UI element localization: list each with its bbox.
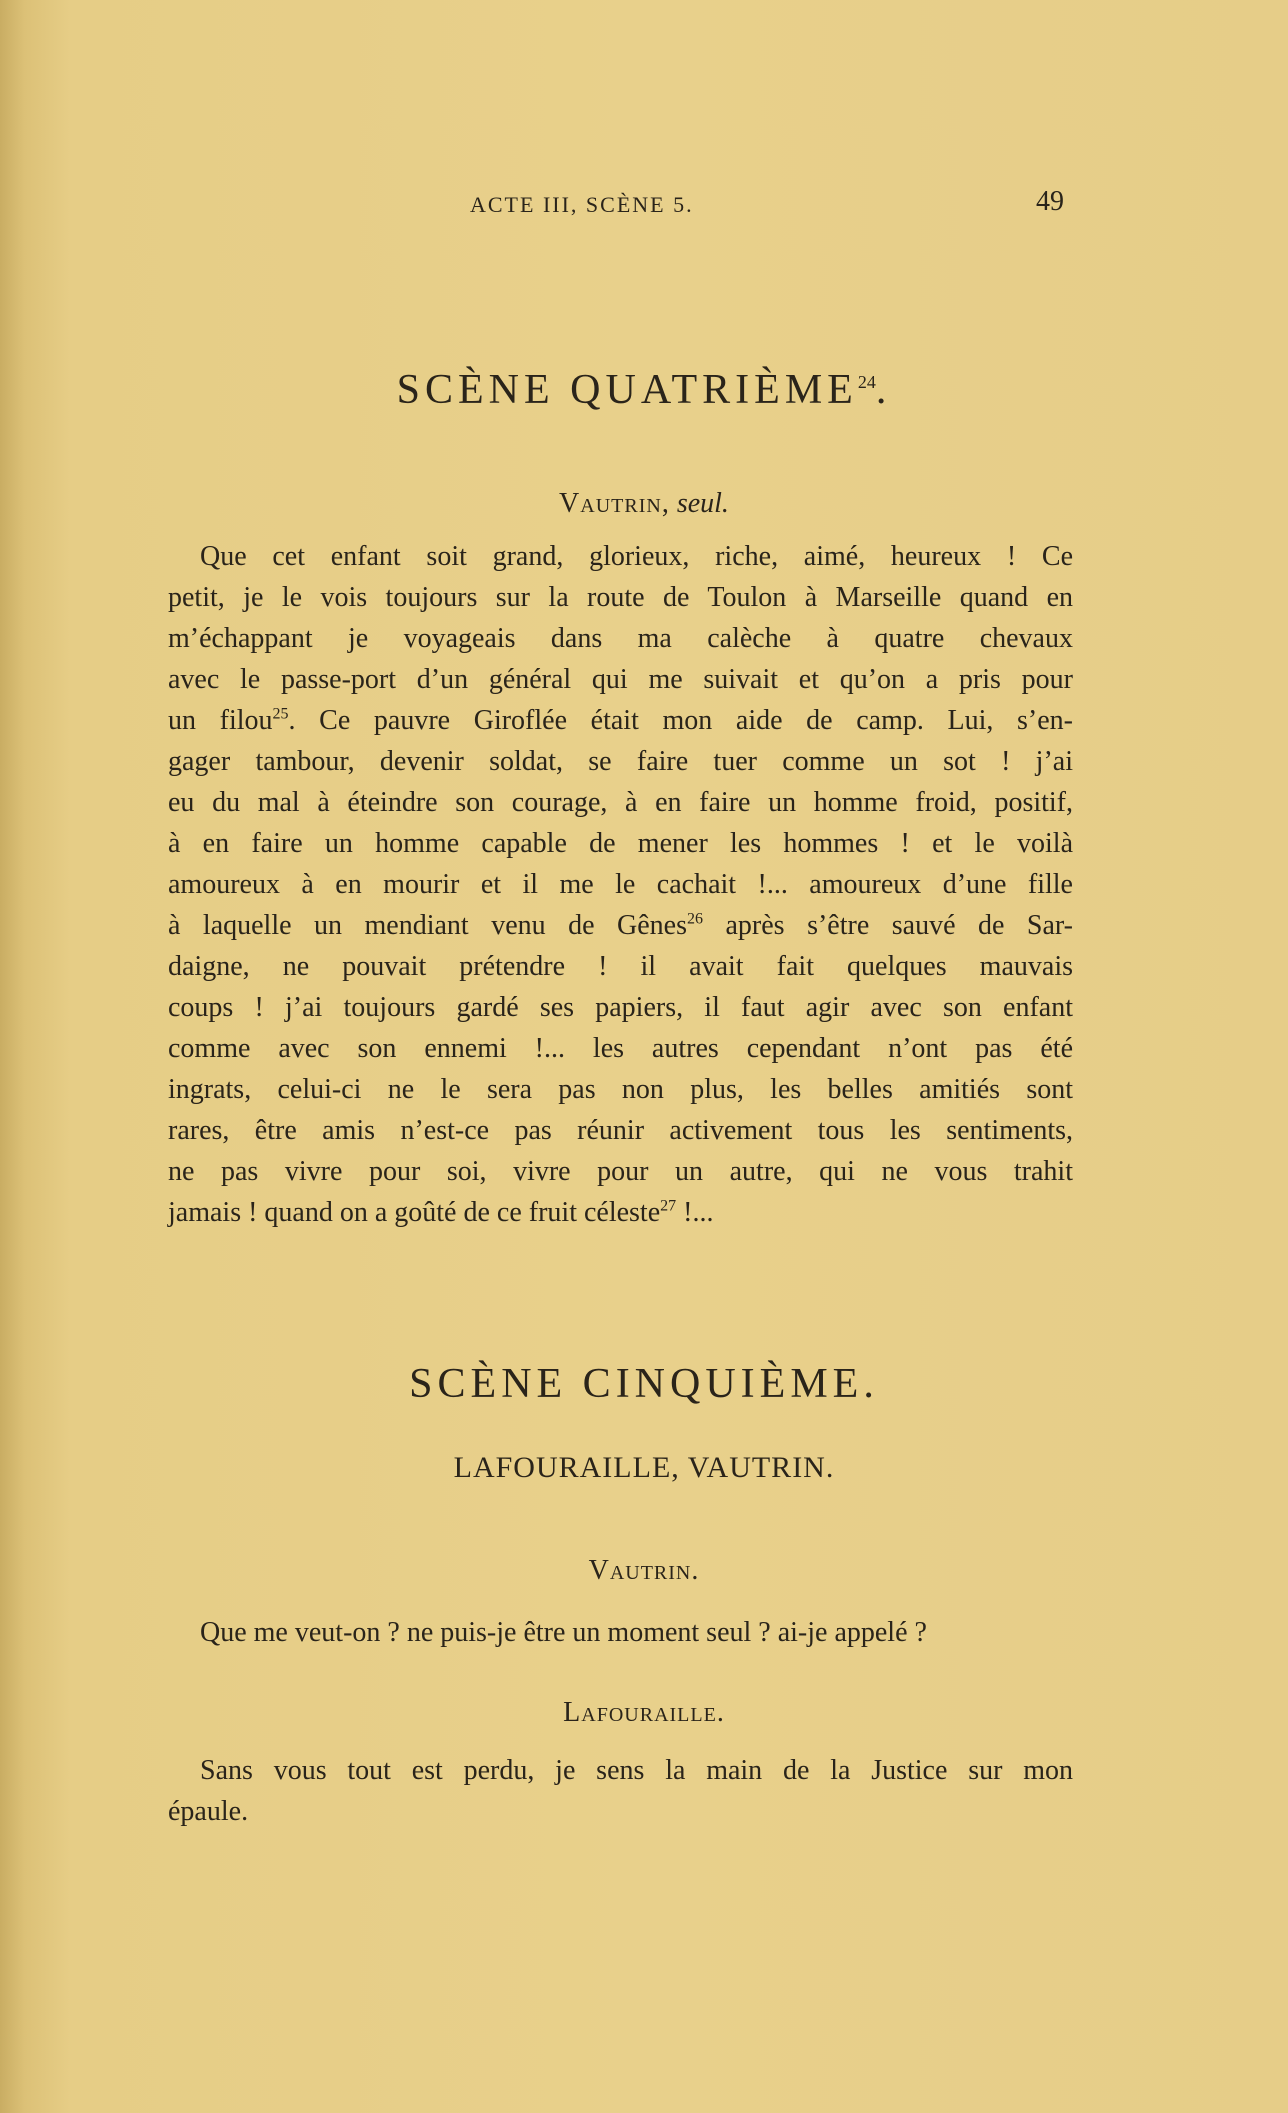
text-line: comme avec son ennemi !... les autres cependant n’ont pas été (168, 1033, 1073, 1064)
text-line: ingrats, celui-ci ne le sera pas non plus, les belles amitiés sont (168, 1074, 1073, 1105)
text-line: rares, être amis n’est-ce pas réunir activement tous les sentiments, (168, 1115, 1073, 1146)
speaker-vautrin: Vautrin. (588, 1555, 700, 1586)
text-line: amoureux à en mourir et il me le cachait !... amoureux d’une fille (168, 869, 1073, 900)
speech-line: Sans vous tout est perdu, je sens la main de la Justice sur mon (200, 1755, 1073, 1786)
speaker-name: Vautrin, (559, 488, 670, 519)
page-number: 49 (1036, 186, 1064, 217)
text-line: daigne, ne pouvait prétendre ! il avait fait quelques mauvais (168, 951, 1073, 982)
footnote-ref: 24 (857, 372, 876, 392)
text-line: à en faire un homme capable de mener les hommes ! et le voilà (168, 828, 1073, 859)
text-line: jamais ! quand on a goûté de ce fruit céleste$^{27}$ !... (168, 1197, 714, 1228)
text-line: coups ! j’ai toujours gardé ses papiers, il faut agir avec son enfant (168, 992, 1073, 1023)
footnote-ref: 26 (687, 910, 704, 928)
speech-vautrin: Que me veut-on ? ne puis-je être un moment seul ? ai-je appelé ? (200, 1617, 927, 1648)
monologue-paragraph (168, 536, 1073, 1233)
footnote-ref: 25 (272, 705, 289, 723)
text-line: à laquelle un mendiant venu de Gênes$^{26}$ après s’être sauvé de Sar- (168, 910, 1073, 941)
scene-4-title-text: SCÈNE QUATRIÈME (396, 367, 858, 413)
running-title: ACTE III, SCÈNE 5. (470, 192, 694, 217)
scene-4-title: SCÈNE QUATRIÈME$^{24}$. (396, 367, 892, 413)
text-line: ne pas vivre pour soi, vivre pour un autre, qui ne vous trahit (168, 1156, 1073, 1187)
text-line: eu du mal à éteindre son courage, à en faire un homme froid, positif, (168, 787, 1073, 818)
speech-lafouraille (168, 1750, 1073, 1832)
scene-5-characters: LAFOURAILLE, VAUTRIN. (453, 1451, 835, 1484)
text-line: gager tambour, devenir soldat, se faire tuer comme un sot ! j’ai (168, 746, 1073, 777)
text-line: un filou$^{25}$. Ce pauvre Giroflée était mon aide de camp. Lui, s’en- (168, 705, 1074, 736)
text-line: petit, je le vois toujours sur la route de Toulon à Marseille quand en (168, 582, 1073, 613)
text-line: m’échappant je voyageais dans ma calèche à quatre chevaux (168, 623, 1073, 654)
speech-line: épaule. (168, 1796, 249, 1827)
scene-5-title: SCÈNE CINQUIÈME. (409, 1361, 879, 1407)
speaker-lafouraille: Lafouraille. (563, 1697, 725, 1728)
scene-4-speaker (0, 488, 1288, 520)
text-line: avec le passe-port d’un général qui me suivait et qu’on a pris pour (168, 664, 1073, 695)
footnote-ref: 27 (660, 1197, 677, 1215)
stage-direction: seul. (676, 488, 729, 519)
text-line: Que cet enfant soit grand, glorieux, riche, aimé, heureux ! Ce (200, 541, 1073, 572)
